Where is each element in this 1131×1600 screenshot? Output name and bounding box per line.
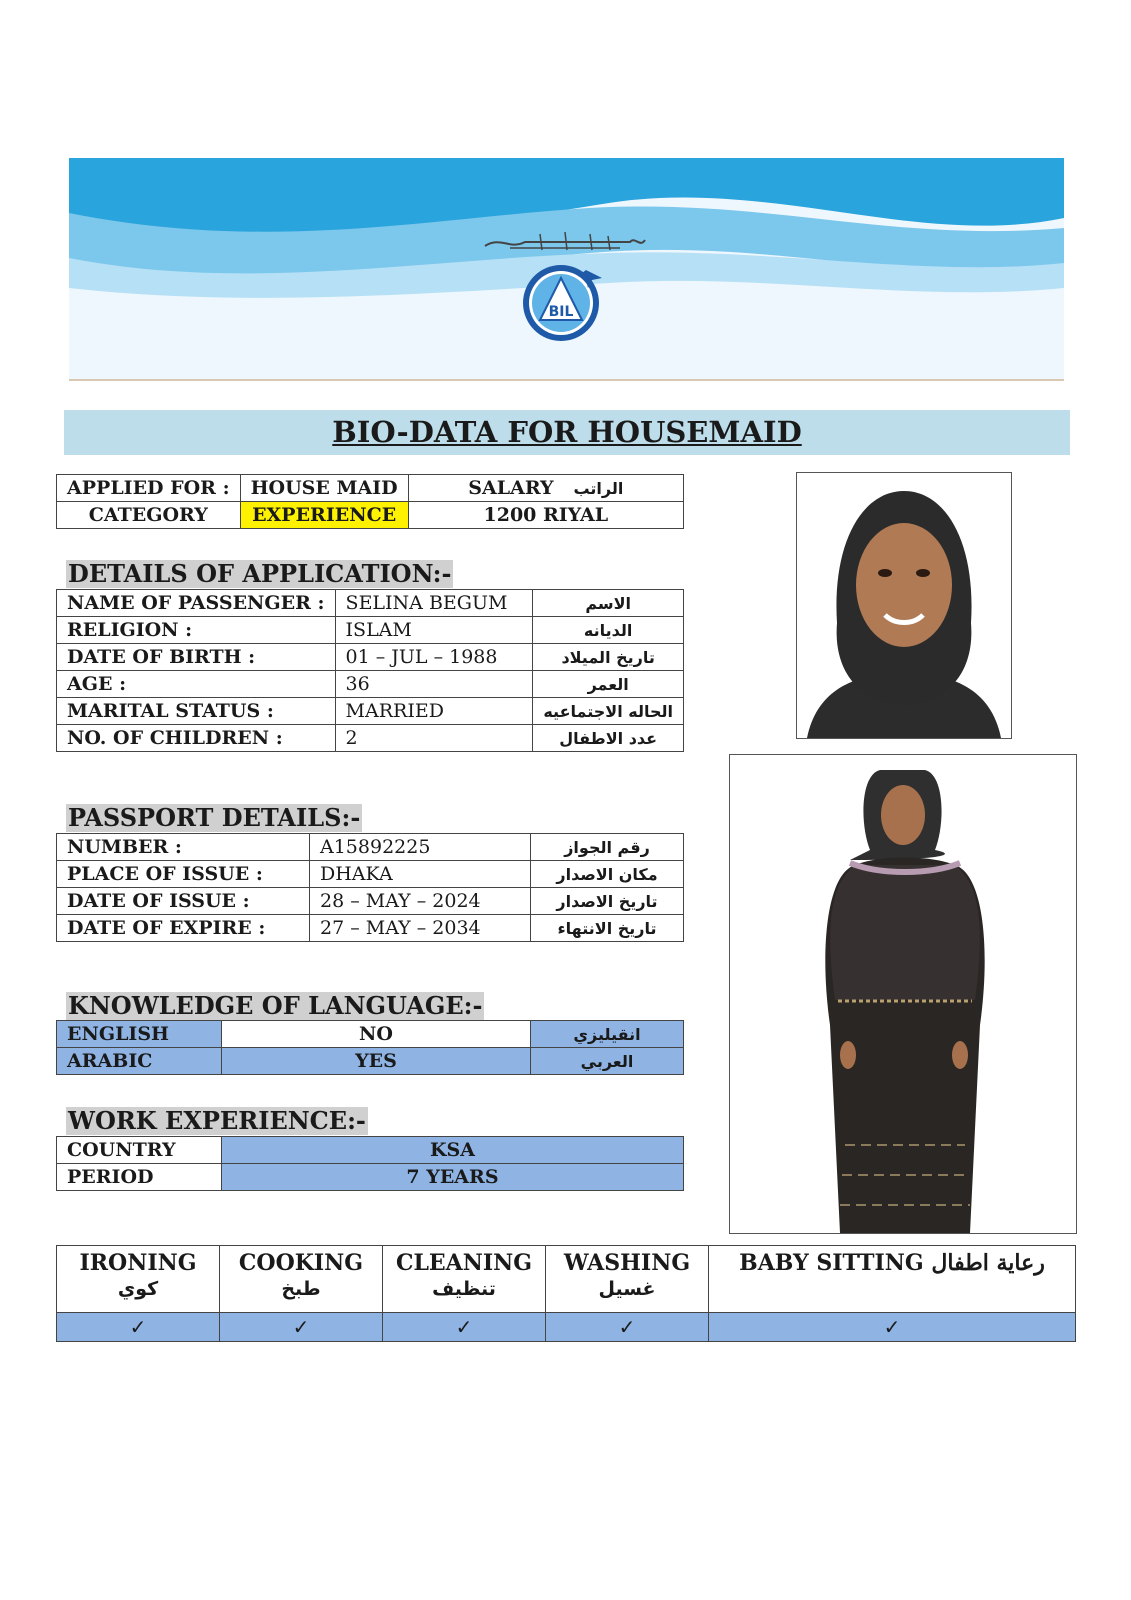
page-title: BIO-DATA FOR HOUSEMAID — [332, 415, 802, 449]
application-label: NO. OF CHILDREN : — [57, 725, 336, 752]
portrait-figure — [797, 473, 1011, 738]
check-icon: ✓ — [383, 1313, 546, 1342]
category-value: EXPERIENCE — [240, 502, 408, 529]
passport-table — [56, 833, 684, 942]
table-row — [57, 671, 684, 698]
application-label: DATE OF BIRTH : — [57, 644, 336, 671]
language-heading: KNOWLEDGE OF LANGUAGE:- — [68, 991, 483, 1020]
table-row — [57, 861, 684, 888]
skill-header — [709, 1246, 1076, 1313]
language-label: ARABIC — [57, 1048, 222, 1075]
skill-header — [220, 1246, 383, 1313]
skill-arabic: كوي — [117, 1278, 159, 1300]
language-arabic: انقيليزي — [531, 1021, 684, 1048]
table-row — [57, 915, 684, 942]
salary-label-cell — [408, 475, 683, 502]
application-arabic: العمر — [533, 671, 684, 698]
skill-name: BABY SITTING رعاية اطفال — [739, 1250, 1045, 1276]
applied-for-value: HOUSE MAID — [240, 475, 408, 502]
passport-value: 28 – MAY – 2024 — [310, 888, 531, 915]
application-value: 36 — [335, 671, 533, 698]
skill-name: IRONING — [79, 1250, 197, 1276]
application-label: RELIGION : — [57, 617, 336, 644]
table-row — [57, 1137, 684, 1164]
experience-value: 7 YEARS — [222, 1164, 684, 1191]
skill-arabic: تنظيف — [432, 1278, 496, 1300]
experience-label: PERIOD — [57, 1164, 222, 1191]
passport-value: A15892225 — [310, 834, 531, 861]
check-icon: ✓ — [546, 1313, 709, 1342]
application-value: SELINA BEGUM — [335, 590, 533, 617]
skills-table — [56, 1245, 1076, 1342]
table-row — [57, 834, 684, 861]
passport-label: DATE OF EXPIRE : — [57, 915, 310, 942]
application-arabic: الديانه — [533, 617, 684, 644]
full-length-figure — [730, 755, 1076, 1233]
table-row — [57, 1164, 684, 1191]
passport-arabic: مكان الاصدار — [531, 861, 684, 888]
passport-arabic: رقم الجواز — [531, 834, 684, 861]
skill-arabic: طبخ — [281, 1278, 321, 1300]
language-table — [56, 1020, 684, 1075]
check-icon: ✓ — [220, 1313, 383, 1342]
company-logo — [520, 258, 606, 344]
skill-arabic: غسيل — [598, 1278, 656, 1300]
category-label: CATEGORY — [57, 502, 241, 529]
skill-name: COOKING — [238, 1250, 364, 1276]
skill-header — [546, 1246, 709, 1313]
passport-value: DHAKA — [310, 861, 531, 888]
application-heading: DETAILS OF APPLICATION:- — [68, 559, 452, 588]
check-icon: ✓ — [57, 1313, 220, 1342]
skill-name: CLEANING — [395, 1250, 533, 1276]
salary-label: SALARY — [468, 477, 554, 499]
application-arabic: عدد الاطفال — [533, 725, 684, 752]
application-value: ISLAM — [335, 617, 533, 644]
table-row — [57, 725, 684, 752]
experience-heading: WORK EXPERIENCE:- — [68, 1106, 366, 1135]
bismillah-calligraphy — [480, 228, 650, 258]
applied-for-table — [56, 474, 684, 529]
full-length-photo — [729, 754, 1077, 1234]
experience-value: KSA — [222, 1137, 684, 1164]
table-row — [57, 888, 684, 915]
application-arabic: الاسم — [533, 590, 684, 617]
table-row — [57, 590, 684, 617]
salary-value: 1200 RIYAL — [408, 502, 683, 529]
language-value: YES — [222, 1048, 531, 1075]
passport-label: PLACE OF ISSUE : — [57, 861, 310, 888]
application-arabic: الحاله الاجتماعيه — [533, 698, 684, 725]
table-row — [57, 644, 684, 671]
application-table — [56, 589, 684, 752]
table-row — [57, 617, 684, 644]
language-arabic: العربي — [531, 1048, 684, 1075]
banner-divider — [69, 379, 1064, 381]
application-label: NAME OF PASSENGER : — [57, 590, 336, 617]
skill-header — [383, 1246, 546, 1313]
passport-value: 27 – MAY – 2034 — [310, 915, 531, 942]
application-label: MARITAL STATUS : — [57, 698, 336, 725]
passport-arabic: تاريخ الاصدار — [531, 888, 684, 915]
table-row — [57, 1048, 684, 1075]
application-value: 2 — [335, 725, 533, 752]
passport-label: DATE OF ISSUE : — [57, 888, 310, 915]
svg-text:BIL: BIL — [548, 304, 574, 320]
skill-name: WASHING — [563, 1250, 691, 1276]
salary-arabic: الراتب — [573, 479, 624, 498]
check-icon: ✓ — [709, 1313, 1076, 1342]
passport-heading: PASSPORT DETAILS:- — [68, 803, 361, 832]
language-label: ENGLISH — [57, 1021, 222, 1048]
experience-label: COUNTRY — [57, 1137, 222, 1164]
passport-label: NUMBER : — [57, 834, 310, 861]
language-value: NO — [222, 1021, 531, 1048]
table-row — [57, 1021, 684, 1048]
table-row — [57, 698, 684, 725]
skill-header — [57, 1246, 220, 1313]
application-label: AGE : — [57, 671, 336, 698]
application-arabic: تاريخ الميلاد — [533, 644, 684, 671]
application-value: MARRIED — [335, 698, 533, 725]
portrait-photo — [796, 472, 1012, 739]
experience-table — [56, 1136, 684, 1191]
application-value: 01 – JUL – 1988 — [335, 644, 533, 671]
passport-arabic: تاريخ الانتهاء — [531, 915, 684, 942]
applied-for-label: APPLIED FOR : — [57, 475, 241, 502]
